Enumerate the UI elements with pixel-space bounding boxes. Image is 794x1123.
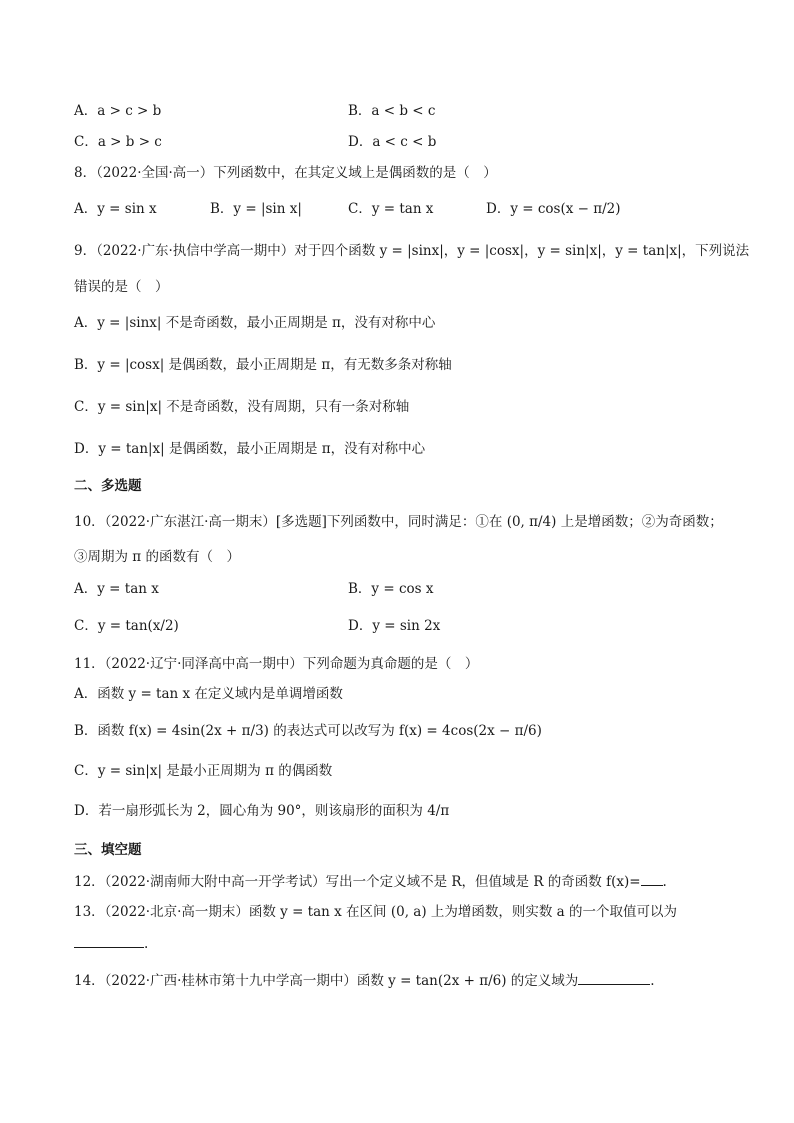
q9-option-d: D．y = tan|x| 是偶函数，最小正周期是 π，没有对称中心 [74,441,426,457]
q11-stem: 11．（2022·辽宁·同泽高中高一期中）下列命题为真命题的是（ ） [74,656,479,672]
q8-stem: 8．（2022·全国·高一）下列函数中，在其定义域上是偶函数的是（ ） [74,165,497,181]
q11-option-b: B．函数 f(x) = 4sin(2x + π/3) 的表达式可以改写为 f(x) = 4cos(2x − π/6) [74,723,542,739]
q8-option-b: B．y = |sin x| [210,201,302,217]
q10-option-d: D．y = sin 2x [348,618,441,634]
q10-option-c: C．y = tan(x/2) [74,618,179,634]
q8-option-d: D．y = cos(x − π/2) [486,201,621,217]
q13-stem: 13．（2022·北京·高一期末）函数 y = tan x 在区间 (0, a) 上为增函数，则实数 a 的一个取值可以为 [74,904,678,920]
q7-option-b: B．a < b < c [348,103,436,119]
q11-option-a: A．函数 y = tan x 在定义域内是单调增函数 [74,686,343,702]
q12-line: 12．（2022·湖南师大附中高一开学考试）写出一个定义域不是 R，但值域是 R 的奇函数 f(x)= . [74,871,667,892]
q11-option-c: C．y = sin|x| 是最小正周期为 π 的偶函数 [74,763,333,779]
q14-stem: 14．（2022·广西·桂林市第十九中学高一期中）函数 y = tan(2x + π/6) 的定义域为 [74,973,579,989]
section-heading-fill-blank: 三、填空题 [74,842,142,858]
q7-option-c: C．a > b > c [74,134,162,150]
q10-option-a: A．y = tan x [74,581,159,597]
section-heading-multiple-choice: 二、多选题 [74,478,142,494]
q7-option-a: A．a > c > b [74,103,162,119]
q14-answer-blank[interactable] [578,970,650,985]
q13-answer-blank[interactable] [74,933,144,948]
q13-answer-line: . [74,933,148,954]
q11-option-d: D．若一扇形弧长为 2，圆心角为 90°，则该扇形的面积为 4/π [74,803,450,819]
q10-stem-line2: ③周期为 π 的函数有（ ） [74,549,240,565]
q9-option-a: A．y = |sinx| 不是奇函数，最小正周期是 π，没有对称中心 [74,315,436,331]
q8-option-c: C．y = tan x [348,201,434,217]
q12-stem: 12．（2022·湖南师大附中高一开学考试）写出一个定义域不是 R，但值域是 R 的奇函数 f(x)= [74,874,641,890]
q9-option-c: C．y = sin|x| 不是奇函数，没有周期，只有一条对称轴 [74,399,410,415]
q10-stem-line1: 10．（2022·广东湛江·高一期末）[多选题]下列函数中，同时满足：①在 (0, π/4) 上是增函数；②为奇函数； [74,514,723,530]
q9-stem-line1: 9．（2022·广东·执信中学高一期中）对于四个函数 y = |sinx|，y = |cosx|，y = sin|x|，y = tan|x|，下列说法 [74,243,750,259]
q10-option-b: B．y = cos x [348,581,434,597]
q9-stem-line2: 错误的是（ ） [74,279,169,295]
q9-option-b: B．y = |cosx| 是偶函数，最小正周期是 π，有无数多条对称轴 [74,357,452,373]
q7-option-d: D．a < c < b [348,134,437,150]
q12-answer-blank[interactable] [641,871,663,886]
q14-line: 14．（2022·广西·桂林市第十九中学高一期中）函数 y = tan(2x + π/6) 的定义域为 . [74,970,655,991]
q8-option-a: A．y = sin x [74,201,157,217]
